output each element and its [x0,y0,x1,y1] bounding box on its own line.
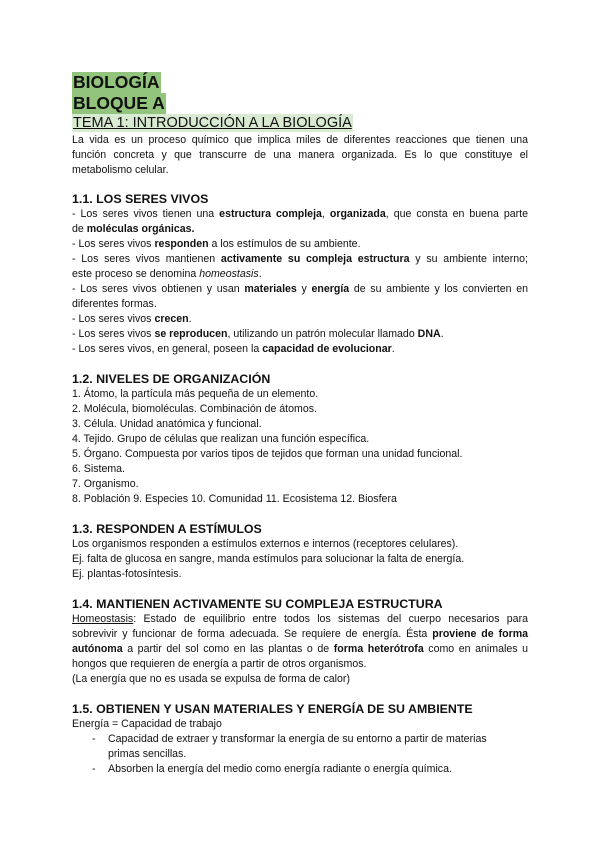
paragraph [72,207,528,237]
text-line [72,567,528,582]
text-run: primas sencillas. [108,748,187,760]
text-run: Ej. plantas-fotosíntesis. [72,568,182,580]
text-line [72,237,528,252]
text-line [72,642,528,657]
paragraph [72,252,528,282]
paragraph [72,477,528,492]
text-run: materiales [244,283,297,295]
text-run: La vida es un proceso químico que implica miles de diferentes reacciones que tienen una [72,134,528,146]
section-heading: 1.4. MANTIENEN ACTIVAMENTE SU COMPLEJA ESTRUCTURA [72,597,443,611]
bullet-item [72,732,528,762]
text-line [72,133,528,148]
text-run: de su ambiente y los convierten en [349,283,529,295]
text-run: (La energía que no es usada se expulsa de forma de calor) [72,673,350,685]
text-run: 5. Órgano. Compuesta por varios tipos de tejidos que forman una unidad funcional. [72,448,463,460]
text-line [72,267,528,282]
text-run: 7. Organismo. [72,478,139,490]
section [72,521,528,582]
bullet-dash: - [92,733,96,745]
text-line [72,657,528,672]
paragraph [72,612,528,672]
paragraph [72,417,528,432]
paragraph [72,462,528,477]
paragraph [72,567,528,582]
text-run: - Los seres vivos obtienen y usan [72,283,245,295]
text-run: proviene de forma [432,628,529,640]
text-line [108,762,528,777]
paragraph [72,537,528,552]
text-run: - Los seres vivos mantienen [72,253,221,265]
text-run: diferentes formas. [72,298,157,310]
text-line [72,402,528,417]
text-line [72,462,528,477]
section [72,191,528,357]
text-run: - Los seres vivos [72,238,155,250]
paragraph [72,552,528,567]
paragraph [72,432,528,447]
text-run: . [188,313,192,325]
text-run: . [258,268,262,280]
text-run: responden [154,238,209,250]
text-line [72,342,528,357]
text-line [72,612,528,627]
text-run: homeostasis [199,268,259,280]
block-title: BLOQUE A [73,93,165,113]
paragraph [72,312,528,327]
section-heading: 1.1. LOS SERES VIVOS [72,192,209,206]
text-line [72,387,528,402]
text-run: 4. Tejido. Grupo de células que realizan una función específica. [72,433,370,445]
text-run: , utilizando un patrón molecular llamado [227,328,418,340]
text-line [72,327,528,342]
paragraph [72,402,528,417]
text-run: : Estado de equilibrio entre todos los sistemas del cuerpo necesarios para [133,613,528,625]
bullet-item [72,762,528,777]
text-line [72,163,528,178]
text-run: hongos que requieren de energía a partir de otros organismos. [72,658,367,670]
paragraph [72,282,528,312]
text-line [72,477,528,492]
text-run: se reproducen [154,328,228,340]
section-heading: 1.5. OBTIENEN Y USAN MATERIALES Y ENERGÍA DE SU AMBIENTE [72,702,473,716]
bullet-dash: - [92,763,96,775]
document-page [72,72,528,777]
text-run: forma heterótrofa [333,643,424,655]
text-run: Capacidad de extraer y transformar la energía de su entorno a partir de materias [108,733,487,745]
intro-paragraph [72,133,528,178]
text-line [72,148,528,163]
text-run: - Los seres vivos [72,328,155,340]
text-run: DNA [417,328,441,340]
text-run: activamente su compleja estructura [220,253,410,265]
text-run: - Los seres vivos [72,313,155,325]
text-line [72,537,528,552]
text-line [72,627,528,642]
section-heading: 1.2. NIVELES DE ORGANIZACIÓN [72,372,271,386]
text-run: este proceso se denomina [72,268,200,280]
text-run: - Los seres vivos tienen una [72,208,220,220]
text-run: 1. Átomo, la partícula más pequeña de un elemento. [72,388,319,400]
paragraph [72,387,528,402]
text-run: autónoma [72,643,123,655]
sections [72,191,528,777]
text-line [72,312,528,327]
document-title: BIOLOGÍA [73,72,160,92]
text-run: función concreta y que transcurre de una manera organizada. Es lo que constituye el [72,149,528,161]
text-line [72,282,528,297]
text-line [72,432,528,447]
text-line [108,732,528,747]
paragraph [72,237,528,252]
paragraph [72,717,528,732]
text-run: y su ambiente interno; [409,253,528,265]
text-run: estructura compleja [219,208,322,220]
text-run: como en animales u [423,643,529,655]
text-run: crecen [154,313,189,325]
text-line [72,417,528,432]
text-run: 3. Célula. Unidad anatómica y funcional. [72,418,262,430]
text-line [72,717,528,732]
section [72,596,528,687]
text-run: energía [311,283,350,295]
text-run: - Los seres vivos, en general, poseen la [72,343,263,355]
text-run: , [321,208,330,220]
text-line [72,222,528,237]
section-heading: 1.3. RESPONDEN A ESTÍMULOS [72,522,262,536]
text-run: capacidad de evolucionar [262,343,392,355]
text-run: Los organismos responden a estímulos externos e internos (receptores celulares). [72,538,459,550]
text-run: metabolismo celular. [72,164,169,176]
text-run: Homeostasis [72,613,134,625]
text-run: Energía = Capacidad de trabajo [72,718,222,730]
text-run: Absorben la energía del medio como energía radiante o energía química. [108,763,452,775]
text-line [108,747,528,762]
text-run: 8. Población 9. Especies 10. Comunidad 11. Ecosistema 12. Biosfera [72,493,397,505]
text-line [72,492,528,507]
text-run: , que consta en buena parte [385,208,528,220]
text-line [72,207,528,222]
text-run: 2. Molécula, biomoléculas. Combinación de átomos. [72,403,317,415]
text-line [72,297,528,312]
text-run: moléculas orgánicas. [86,223,195,235]
section [72,701,528,777]
text-run: y [296,283,312,295]
paragraph [72,327,528,342]
text-line [72,252,528,267]
paragraph [72,342,528,357]
text-line [72,672,528,687]
text-run: sobrevivir y funcionar de forma adecuada. Se requiere de energía. Ésta [72,628,433,640]
text-line [72,552,528,567]
text-run: de [72,223,87,235]
paragraph [72,492,528,507]
text-run: . [391,343,395,355]
text-run: Ej. falta de glucosa en sangre, manda estímulos para solucionar la falta de energía. [72,553,465,565]
text-run: 6. Sistema. [72,463,125,475]
paragraph [72,447,528,462]
text-run: a partir del sol como en las plantas o de [122,643,334,655]
topic-title: TEMA 1: INTRODUCCIÓN A LA BIOLOGÍA [73,115,352,131]
text-run: . [440,328,444,340]
text-line [72,447,528,462]
paragraph [72,672,528,687]
text-run: organizada [329,208,386,220]
section [72,371,528,507]
text-run: a los estímulos de su ambiente. [208,238,361,250]
